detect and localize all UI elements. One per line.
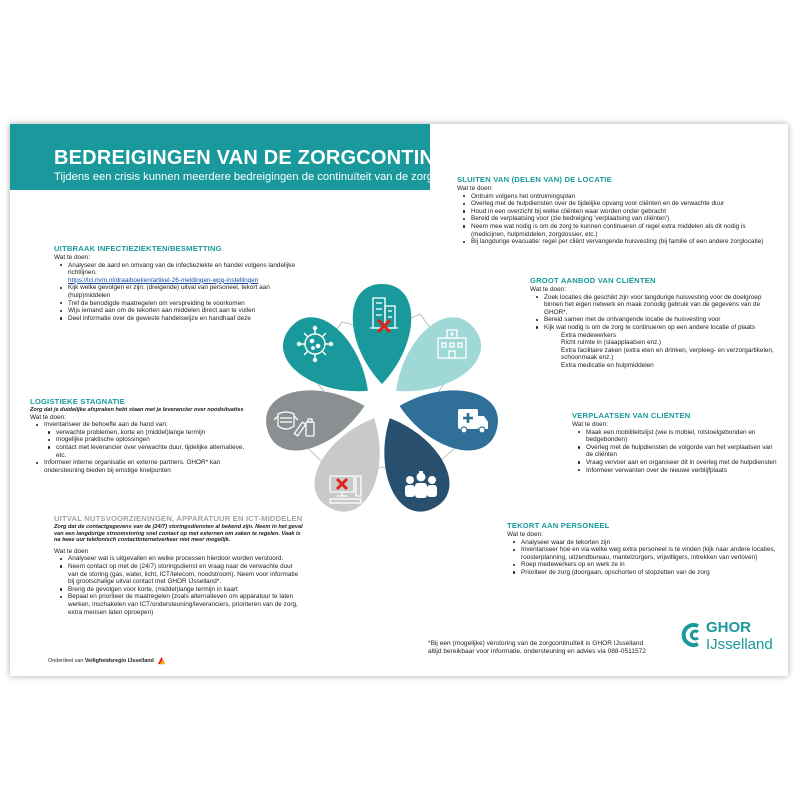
section-title: SLUITEN VAN (DELEN VAN) DE LOCATIE [457, 175, 612, 184]
list-item [44, 421, 252, 459]
action-list [530, 294, 778, 332]
list-item: Informeer verwanten over de nieuwe verblijfplaats [586, 467, 778, 475]
section-lead: Wat te doen: [530, 286, 566, 293]
region-mark-icon [157, 656, 166, 665]
page-title: BEDREIGINGEN VAN DE ZORGCONTINUÏTEIT [54, 147, 499, 169]
list-item: Neem contact op met de (24/7) storingsdienst en vraag naar de verwachte duur van de storing (gas, water, licht, ICT/telecom, noodstroom). Neem voor informatie bij grootschalige uitval contact met GHOR IJsselland*. [68, 563, 304, 586]
ghor-logo-mark-icon [678, 620, 702, 650]
list-item: Overleg met de hulpdiensten over de tijdelijke opvang voor cliënten en de verwachte duur [471, 200, 777, 208]
list-item: Extra medewerkers [561, 331, 617, 339]
list-item: Zoek locaties die geschikt zijn voor langdurige huisvesting voor de doelgroep binnen het eigen netwerk en maak zonodig gebruik van de gegevens van de GHOR*. [544, 294, 778, 317]
list-item: Kijk wat nodig is om de zorg te continueren op een andere locatie of plaats [544, 324, 778, 332]
section-title: VERPLAATSEN VAN CLIËNTEN [572, 411, 691, 420]
list-item: Informeer interne organisatie en externe partners. GHOR* kan ondersteuning bieden bij emstige knelpunten [44, 459, 252, 474]
section-title: LOGISTIEKE STAGNATIE [30, 397, 125, 406]
contact-note [428, 640, 678, 657]
list-item: Overleg met de hulpdiensten de volgorde van het verplaatsen van de cliënten [586, 444, 778, 459]
section-sluiten-locatie [457, 175, 777, 246]
veiligheidsregio-credit [48, 656, 166, 665]
section-intro: Zorg dat de contactgegevens van de (24/7) storingsdiensten al bekend zijn. Neem in het geval van een langdurige stroomstoring snel contact op met externen om zaken te regelen. Vaak is na twee uur telefonisch contactinternetverkeer niet meer mogelijk. [54, 524, 303, 544]
logo-name: GHOR [706, 619, 751, 636]
section-lead: Wat te doen: [572, 421, 608, 428]
action-list [30, 421, 252, 474]
list-item-text: Inventariseer de behoefte aan de hand van: [44, 421, 168, 429]
action-list [507, 539, 779, 577]
poster [10, 124, 788, 676]
list-item: Analyseer waar de tekorten zijn [521, 539, 779, 547]
list-item-text: Analyseer de aard en omvang van de infectieziekte en handel volgens landelijke richtlijnen. [68, 261, 296, 277]
contact-note-line: *Bij een (mogelijke) verstoring van de zorgcontinuïteit is GHOR IJsselland [428, 640, 644, 647]
list-item: Houd in een overzicht bij welke cliënten waar worden onder gebracht [471, 208, 777, 216]
section-tekort-personeel [507, 521, 779, 577]
section-lead: Wat te doen: [457, 185, 493, 192]
sub-list [44, 429, 252, 459]
list-item: Deel informatie over de geweste handelswijze en handhaaf deze [68, 315, 296, 323]
logo-region: IJsselland [706, 636, 773, 653]
list-item: Roep medewerkers op en werk ze in [521, 561, 779, 569]
list-item: Kijk welke gevolgen er zijn: (dreigende) uitval van personeel, tekort aan (hulp)middelen [68, 284, 296, 299]
action-list [457, 193, 777, 246]
list-item: Prioriteer de zorg (doorgaan, opschorten of stopzetten van de zorg [521, 569, 779, 577]
list-item: Bepaal en prioriteer de maatregelen (zoals alternatieven om apparatuur te laten werken, inschakelen van ICT/ondersteuning/leveranciers, prioriteren van de zorg, extra mensen laten oproepen) [68, 593, 304, 616]
list-item: Bereid de verplaatsing voor (zie bedreiging 'verplaatsing van cliënten') [471, 215, 777, 223]
list-item: Bereid samen met de ontvangende locatie de huisvesting voor [544, 316, 778, 324]
list-item: Neem mee wat nodig is om de zorg te kunnen continueren of regel extra middelen als dit nodig is (medicijnen, hulpmiddelen, zorgdossier, etc.) [471, 223, 777, 238]
section-logistieke-stagnatie [30, 397, 252, 474]
action-list [54, 555, 304, 616]
section-lead: Wat te doen [54, 547, 89, 555]
list-item: verwachte problemen, korte en (middel)lange termijn [56, 429, 252, 437]
section-groot-aanbod [530, 276, 778, 370]
section-lead: Wat te doen: [54, 254, 90, 261]
rivm-link[interactable]: https://lci.rivm.nl/draaiboeken/artikel-26-meldingen-wpg-instellingen [68, 276, 259, 284]
list-item: Maak een mobiliteitslijst (wie is mobiel, rolstoelgebonden en bedgebonden) [586, 429, 778, 444]
credit-prefix: Onderdeel van [48, 657, 84, 664]
list-item: Extra facilitaire zaken (extra eten en drinken, verpleeg- en verzorgartikelen, schoonmaak enz.) [561, 346, 774, 362]
section-verplaatsen [572, 411, 778, 474]
list-item: contact met leverancier over verwachte duur, tijdelijke alternatieve, etc. [56, 444, 252, 459]
section-title: GROOT AANBOD VAN CLIËNTEN [530, 276, 656, 285]
section-lead: Wat te doen: [30, 413, 66, 421]
credit-region: Veiligheidsregio IJsselland [84, 657, 154, 664]
contact-note-line: altijd bereikbaar voor informatie, ondersteuning en advies via 088-0511572 [428, 648, 646, 656]
section-title: UITBRAAK INFECTIEZIEKTEN/BESMETTING [54, 244, 222, 253]
section-title: UITVAL NUTSVOORZIENINGEN, APPARATUUR EN ICT-MIDDELEN [54, 514, 303, 523]
list-item: mogelijke praktische oplossingen [56, 436, 252, 444]
list-item: Richt ruimte in (slaapplaatsen enz.) [561, 339, 662, 347]
ghor-logo [678, 617, 778, 653]
section-lead: Wat te doen: [507, 531, 543, 538]
list-item: Inventariseer hoe en via welke weg extra personeel is te vinden (kijk naar andere locaties, roosterplanning, uitzendbureau, mantelzorgers, vrijwilligers, intrekken van verloven) [521, 546, 779, 561]
section-title: TEKORT AAN PERSONEEL [507, 521, 610, 530]
list-item: Tref de benodigde maatregelen om verspreiding te voorkomen [68, 300, 296, 308]
list-item: Breng de gevolgen voor korte, (middel)lange termijn in kaart [68, 586, 304, 594]
list-item: Wijs iemand aan om de tekorten aan middelen direct aan te vullen [68, 307, 296, 315]
section-intro: Zorg dat je duidelijke afspraken hebt staan met je leverancier over noodsituaties [30, 407, 244, 413]
page-subtitle: Tijdens een crisis kunnen meerdere bedreigingen de continuïteit van de zorg verstoren [54, 171, 483, 183]
list-item: Vraag vervoer aan en organiseer dit in overleg met de hulpdiensten [586, 458, 777, 466]
list-item: Ontruim volgens het ontruimingsplan [471, 193, 777, 201]
sub-list [530, 332, 778, 370]
action-list [572, 429, 778, 475]
list-item: Analyseer wat is uitgevallen en welke processen hierdoor worden verstoord. [68, 555, 304, 563]
threats-flower-diagram [232, 252, 502, 552]
list-item: Bij langdurige evacuatie: regel per cliënt vervangende huisvesting (bij familie of een andere zorglocatie) [471, 238, 777, 246]
list-item: Extra medicatie en hulpmiddelen [561, 361, 654, 369]
